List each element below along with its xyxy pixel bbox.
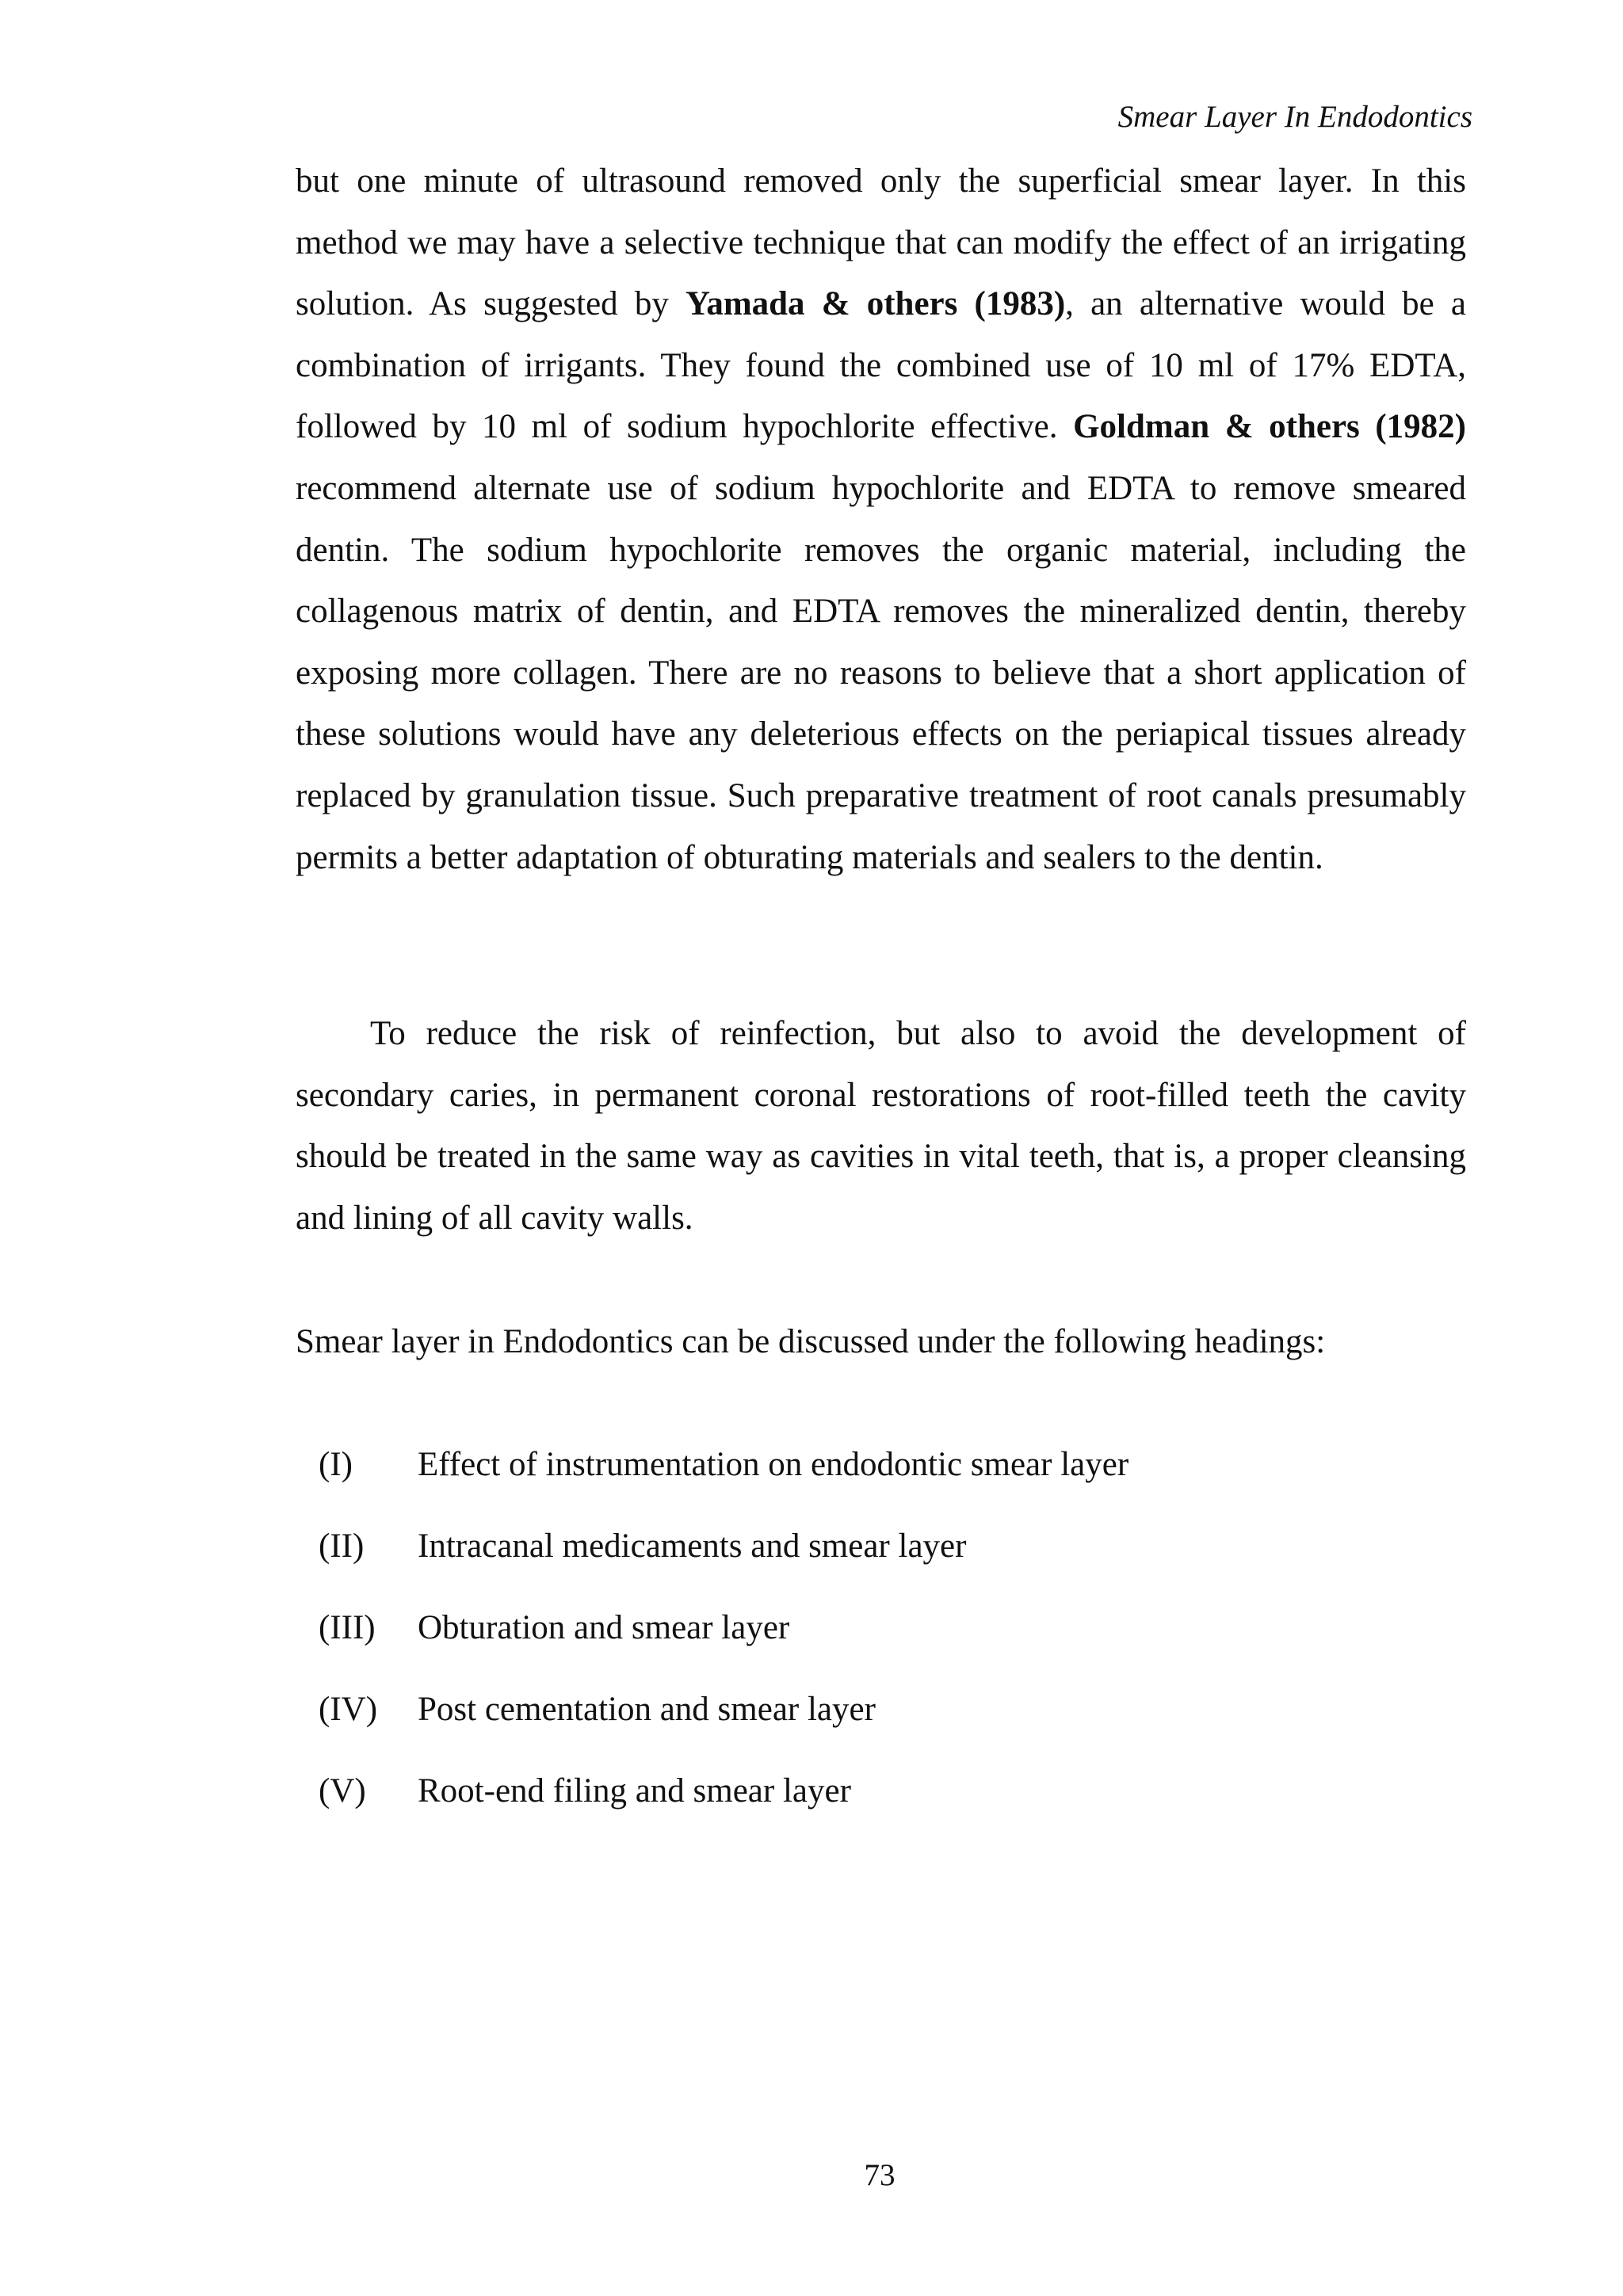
headings-list: [319, 1434, 1128, 1842]
list-item-label: Root-end filing and smear layer: [418, 1772, 851, 1810]
list-item-number: (V): [319, 1772, 366, 1810]
page-number: 73: [864, 2158, 896, 2192]
running-header: Smear Layer In Endodontics: [1117, 100, 1472, 134]
list-item-number: (III): [319, 1609, 376, 1646]
paragraph-1-text-a: but one minute of ultrasound removed only the superficial smear layer. In this method we may have a selective technique that can modify the effect of an irrigating solution. As suggested by: [296, 162, 1466, 323]
list-item: [319, 1679, 1128, 1760]
citation-yamada: Yamada & others (1983): [685, 285, 1066, 323]
paragraph-3: Smear layer in Endodontics can be discussed under the following headings:: [296, 1323, 1326, 1360]
paragraph-1-text-b: , an alternative would be a combination of irrigants. They found the combined use of 10 ml of 17% EDTA, followed by 10 ml of sodium hypochlorite effective.: [296, 285, 1466, 446]
citation-goldman: Goldman & others (1982): [1073, 408, 1467, 446]
list-item: [319, 1597, 1128, 1679]
list-item-label: Effect of instrumentation on endodontic smear layer: [418, 1446, 1129, 1483]
paragraph-1: [296, 151, 1466, 888]
list-item-label: Post cementation and smear layer: [418, 1691, 876, 1728]
list-item-label: Intracanal medicaments and smear layer: [418, 1527, 967, 1565]
list-item: [319, 1760, 1128, 1842]
paragraph-2: To reduce the risk of reinfection, but also to avoid the development of secondary caries, in permanent coronal restorations of root-filled teeth the cavity should be treated in the same way as cavities in vital teeth, that is, a proper cleansing and lining of all cavity walls.: [296, 1015, 1466, 1237]
list-item: [319, 1516, 1128, 1597]
list-item-number: (IV): [319, 1691, 378, 1728]
list-item-number: (I): [319, 1446, 353, 1483]
list-item: [319, 1434, 1128, 1516]
list-item-label: Obturation and smear layer: [418, 1609, 790, 1646]
list-item-number: (II): [319, 1527, 365, 1565]
paragraph-1-text-c: recommend alternate use of sodium hypochlorite and EDTA to remove smeared dentin. The sodium hypochlorite removes the organic material, including the collagenous matrix of dentin, and EDTA removes the mineralized dentin, thereby exposing more collagen. There are no reasons to believe that a short application of these solutions would have any deleterious effects on the periapical tissues already replaced by granulation tissue. Such preparative treatment of root canals presumably permits a better adaptation of obturating materials and sealers to the dentin.: [296, 469, 1466, 876]
